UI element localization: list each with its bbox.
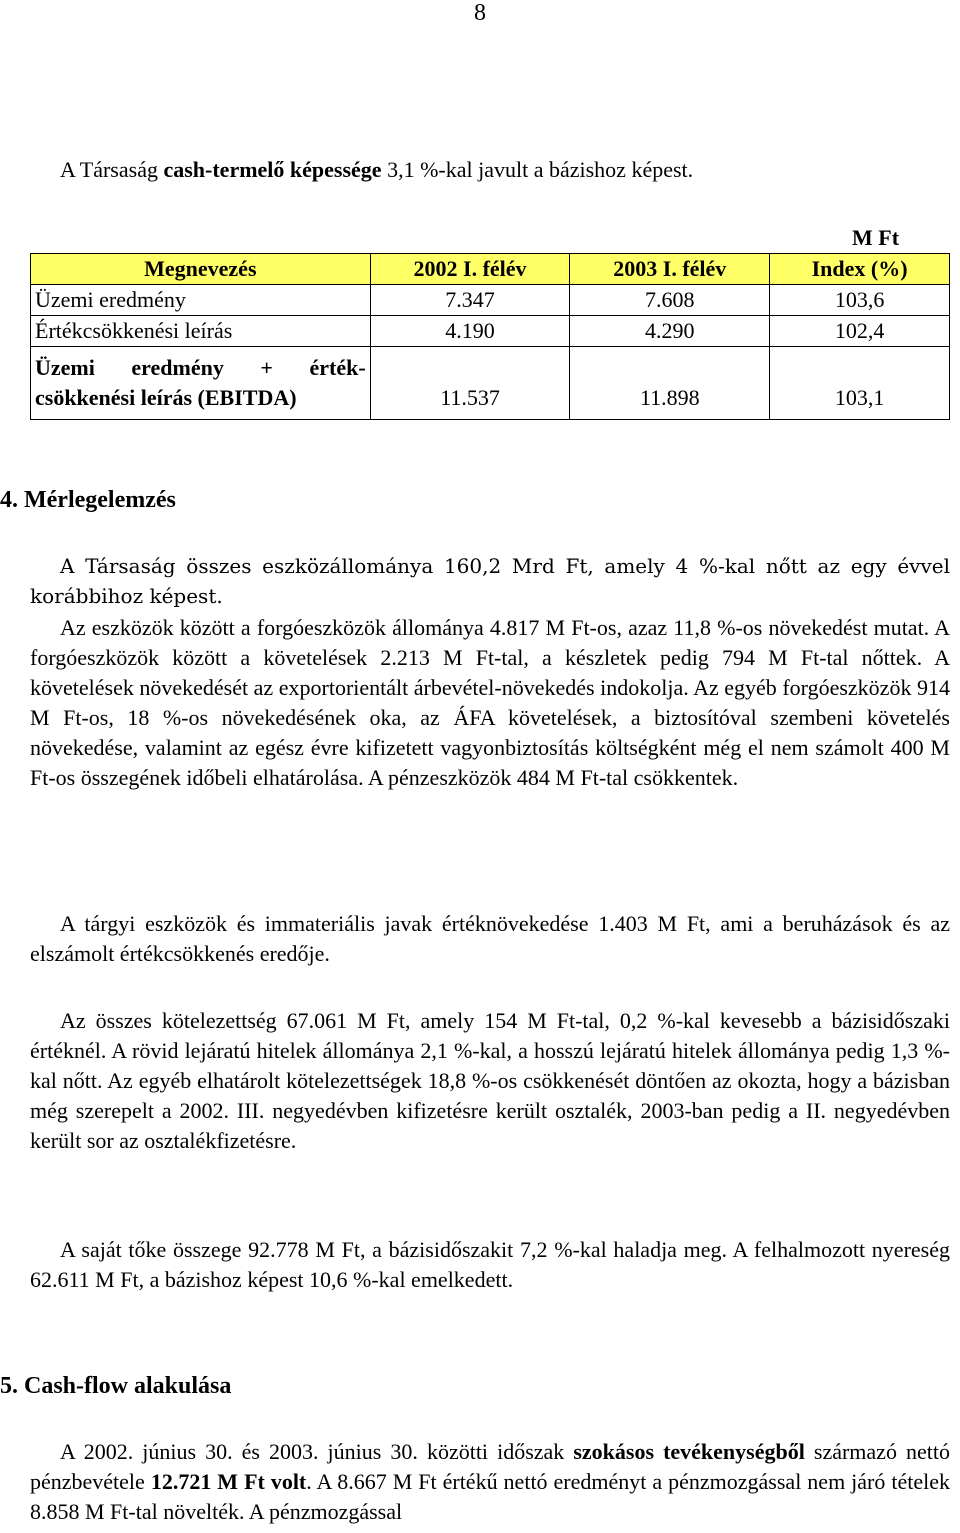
cell-index: 103,6: [770, 285, 950, 316]
section5-bold-2: 12.721 M Ft volt: [150, 1469, 307, 1494]
cell-index: 102,4: [770, 316, 950, 347]
cell-2002: 11.537: [370, 347, 570, 420]
section5-text-mid: származó nettó pénzbevétele: [30, 1439, 950, 1494]
header-index: Index (%): [770, 254, 950, 285]
section5-text-start: A 2002. június 30. és 2003. június 30. közötti időszak: [60, 1439, 574, 1464]
table-row: [31, 316, 950, 347]
intro-text-end: 3,1 %-kal javult a bázishoz képest.: [381, 157, 694, 182]
header-2003: 2003 I. félév: [570, 254, 770, 285]
cell-2003: 11.898: [570, 347, 770, 420]
section4-paragraph-4: Az összes kötelezettség 67.061 M Ft, amely 154 M Ft-tal, 0,2 %-kal kevesebb a bázisidőszaki értéknél. A rövid lejáratú hitelek állománya 2,1 %-kal, a hosszú lejáratú hitelek állománya pedig 1,3 %-kal nőtt. Az egyéb elhatárolt kötelezettségek 18,8 %-os csökkenését döntően az okozta, hogy a bázisban még szerepelt a 2002. III. negyedévben kifizetésre került osztalék, 2003-ban pedig a II. negyedévben került sor az osztalékfizetésre.: [30, 1008, 950, 1153]
section4-paragraph-2: Az eszközök között a forgóeszközök állománya 4.817 M Ft-os, azaz 11,8 %-os növekedést mutat. A forgóeszközök között a követelések 2.213 M Ft-tal, a készletek pedig 794 M Ft-tal nőttek. A követelések növekedését az exportorientált árbevétel-növekedés indokolja. Az egyéb forgóeszközök 914 M Ft-os, 18 %-os növekedésének oka, az ÁFA követelések, a biztosítóval szembeni követelés növekedése, valamint az egész évre kifizetett vagyonbiztosítás költségként még el nem számolt 400 M Ft-os összegének időbeli elhatárolása. A pénzeszközök 484 M Ft-tal csökkentek.: [30, 615, 950, 790]
ebitda-label-line1: Üzemi eredmény + érték-: [35, 355, 366, 380]
financial-table: [30, 253, 950, 420]
table-row: [31, 285, 950, 316]
table-row: [31, 347, 950, 420]
section5-text-end: . A 8.667 M Ft értékű nettó eredményt a pénzmozgással nem járó tételek 8.858 M Ft-tal növelték. A pénzmozgással: [30, 1469, 951, 1524]
section4-paragraph-1: A Társaság összes eszközállománya 160,2 Mrd Ft, amely 4 %-kal nőtt az egy évvel korábbihoz képest.: [30, 554, 950, 608]
row-label: Üzemi eredmény: [31, 285, 371, 316]
table-header-row: [31, 254, 950, 285]
cell-2002: 4.190: [370, 316, 570, 347]
intro-bold-text: cash-termelő képessége: [163, 157, 382, 182]
section4-paragraph-3: A tárgyi eszközök és immateriális javak értéknövekedése 1.403 M Ft, ami a beruházások és az elszámolt értékcsökkenés eredője.: [30, 911, 950, 966]
cell-2002: 7.347: [370, 285, 570, 316]
intro-paragraph: [30, 155, 950, 185]
section5-title: 5. Cash-flow alakulása: [0, 1373, 232, 1399]
section5-paragraph: [30, 1437, 950, 1527]
header-name: Megnevezés: [31, 254, 371, 285]
table-unit: M Ft: [852, 225, 900, 250]
section4-paragraph-5: A saját tőke összege 92.778 M Ft, a bázisidőszakit 7,2 %-kal haladja meg. A felhalmozott nyereség 62.611 M Ft, a bázishoz képest 10,6 %-kal emelkedett.: [30, 1237, 950, 1292]
ebitda-label-line2: csökkenési leírás (EBITDA): [35, 385, 297, 410]
page-number: 8: [474, 0, 486, 26]
header-2002: 2002 I. félév: [370, 254, 570, 285]
row-label-ebitda: [31, 347, 371, 420]
intro-text-start: A Társaság: [60, 157, 164, 182]
section4-title: 4. Mérlegelemzés: [0, 487, 176, 513]
row-label: Értékcsökkenési leírás: [31, 316, 371, 347]
cell-index: 103,1: [770, 347, 950, 420]
section5-bold-1: szokásos tevékenységből: [573, 1439, 805, 1464]
cell-2003: 7.608: [570, 285, 770, 316]
cell-2003: 4.290: [570, 316, 770, 347]
